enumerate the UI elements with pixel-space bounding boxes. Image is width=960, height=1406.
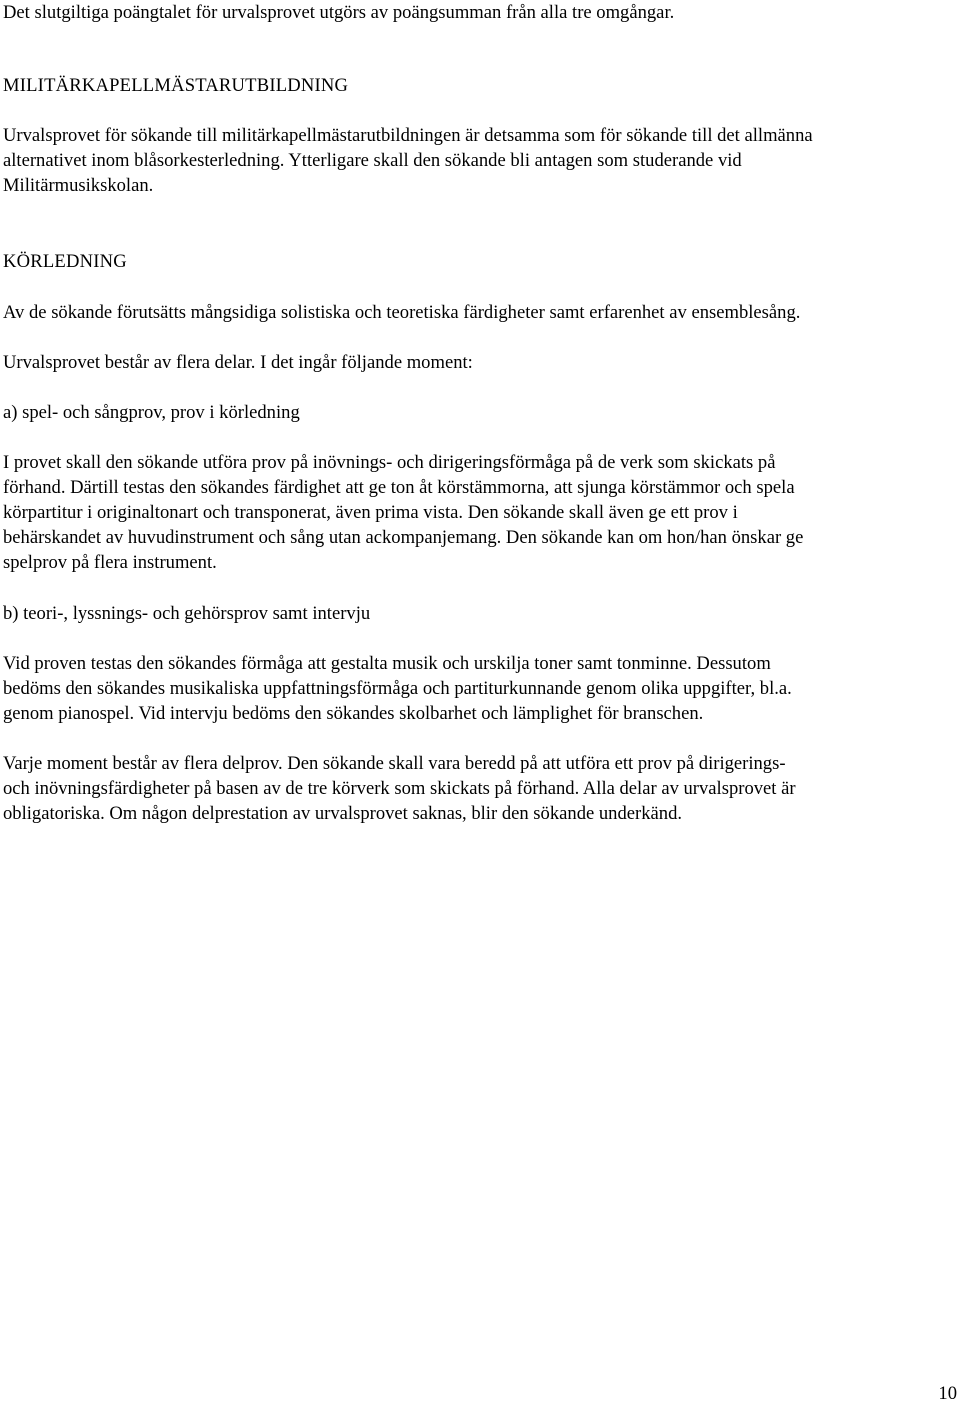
item-a-line: I provet skall den sökande utföra prov på inövnings- och dirigeringsförmåga på de verk som skickats på (3, 452, 776, 473)
final-line: och inövningsfärdigheter på basen av de tre körverk som skickats på förhand. Alla delar av urvalsprovet är (3, 778, 796, 799)
item-a-line: förhand. Därtill testas den sökandes färdighet att ge ton åt körstämmorna, att sjunga körstämmor och spela (3, 477, 795, 498)
heading-militarkapellmastarutbildning: MILITÄRKAPELLMÄSTARUTBILDNING (3, 75, 349, 96)
item-a-line: körpartitur i originaltonart och transponerat, även prima vista. Den sökande skall även ge ett prov i (3, 502, 738, 523)
item-a-line: behärskandet av huvudinstrument och sång utan ackompanjemang. Den sökande kan om hon/han önskar ge (3, 527, 804, 548)
item-b-paragraph (3, 651, 955, 726)
final-paragraph (3, 751, 955, 826)
korledning-intro: Av de sökande förutsätts mångsidiga solistiska och teoretiska färdigheter samt erfarenhet av ensemblesång. (3, 302, 801, 323)
final-line: Varje moment består av flera delprov. Den sökande skall vara beredd på att utföra ett prov på dirigerings- (3, 753, 786, 774)
intro-text: Det slutgiltiga poängtalet för urvalsprovet utgörs av poängsumman från alla tre omgångar. (3, 2, 675, 23)
heading-korledning: KÖRLEDNING (3, 251, 127, 272)
item-b-heading: b) teori-, lyssnings- och gehörsprov samt intervju (3, 603, 371, 624)
page-number: 10 (938, 1383, 957, 1404)
item-b-line: bedöms den sökandes musikaliska uppfattningsförmåga och partiturkunnande genom olika uppgifter, bl.a. (3, 678, 792, 699)
korledning-moment-intro: Urvalsprovet består av flera delar. I det ingår följande moment: (3, 352, 473, 373)
section1-line: alternativet inom blåsorkesterledning. Ytterligare skall den sökande bli antagen som studerande vid (3, 150, 742, 171)
item-a-paragraph (3, 450, 955, 575)
section1-line: Urvalsprovet för sökande till militärkapellmästarutbildningen är detsamma som för sökande till det allmänna (3, 125, 813, 146)
item-a-heading: a) spel- och sångprov, prov i körledning (3, 402, 300, 423)
item-b-line: Vid proven testas den sökandes förmåga att gestalta musik och urskilja toner samt tonminne. Dessutom (3, 653, 771, 674)
section1-line: Militärmusikskolan. (3, 175, 154, 196)
final-line: obligatoriska. Om någon delprestation av urvalsprovet saknas, blir den sökande underkänd. (3, 803, 683, 824)
item-b-line: genom pianospel. Vid intervju bedöms den sökandes skolbarhet och lämplighet för branschen. (3, 703, 704, 724)
item-a-line: spelprov på flera instrument. (3, 552, 217, 573)
section1-paragraph (3, 123, 955, 198)
